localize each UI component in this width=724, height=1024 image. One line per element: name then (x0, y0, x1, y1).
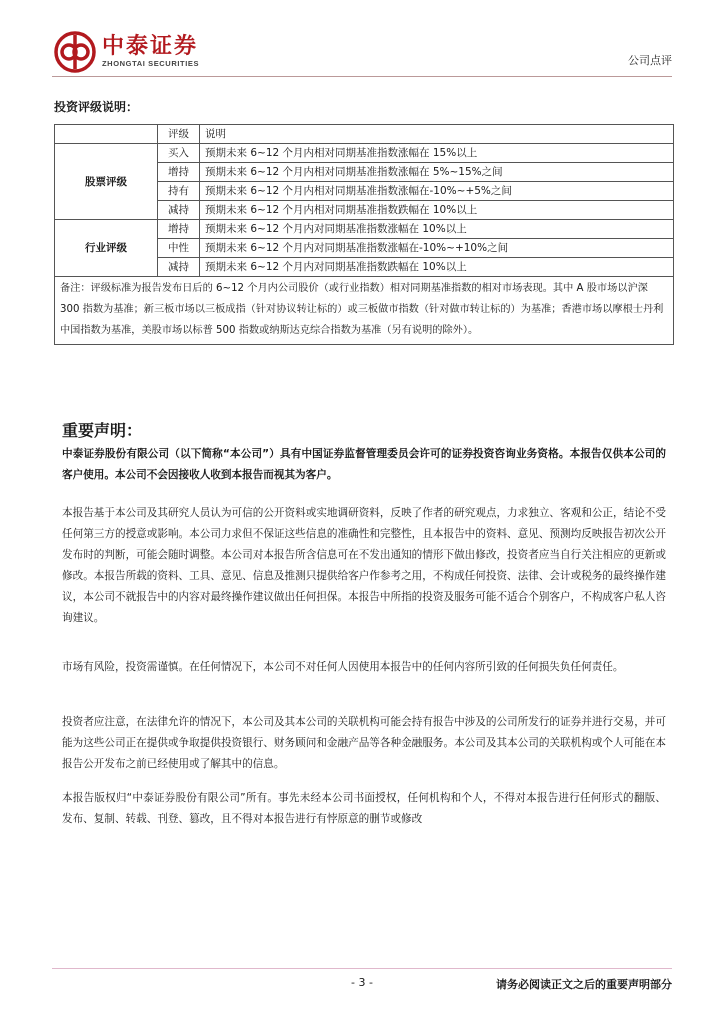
rating-level: 减持 (158, 201, 200, 220)
table-row (55, 144, 674, 163)
declaration-title: 重要声明： (62, 421, 143, 440)
rating-description: 预期未来 6~12 个月内对同期基准指数涨幅在-10%~+10%之间 (200, 239, 674, 258)
rating-level: 中性 (158, 239, 200, 258)
industry-rating-category: 行业评级 (55, 220, 158, 277)
footer-disclaimer-note: 请务必阅读正文之后的重要声明部分 (496, 978, 672, 991)
declaration-paragraph-qualification: 中泰证券股份有限公司（以下简称“本公司”）具有中国证券监督管理委员会许可的证券投资咨询业务资格。本报告仅供本公司的客户使用。本公司不会因接收人收到本报告而视其为客户。 (62, 448, 666, 481)
rating-description: 预期未来 6~12 个月内相对同期基准指数涨幅在 15%以上 (200, 144, 674, 163)
rating-level: 持有 (158, 182, 200, 201)
header-divider (52, 76, 672, 77)
company-logo (54, 30, 199, 74)
rating-table (54, 124, 674, 345)
table-note-row (55, 277, 674, 345)
logo-name-cn: 中泰证券 (102, 34, 199, 59)
table-header-blank (55, 125, 158, 144)
declaration-paragraph-conflict: 投资者应注意，在法律允许的情况下，本公司及其本公司的关联机构可能会持有报告中涉及的公司所发行的证券并进行交易，并可能为这些公司正在提供或争取提供投资银行、财务顾问和金融产品等各种金融服务。本公司及其本公司的关联机构或个人可能在本报告公开发布之前已经使用或了解其中的信息。 (62, 716, 666, 770)
rating-description: 预期未来 6~12 个月内相对同期基准指数涨幅在-10%~+5%之间 (200, 182, 674, 201)
rating-description: 预期未来 6~12 个月内相对同期基准指数涨幅在 5%~15%之间 (200, 163, 674, 182)
declaration-paragraph-risk: 市场有风险，投资需谨慎。在任何情况下，本公司不对任何人因使用本报告中的任何内容所引致的任何损失负任何责任。 (62, 661, 624, 673)
rating-description: 预期未来 6~12 个月内对同期基准指数跌幅在 10%以上 (200, 258, 674, 277)
declaration-paragraph-basis: 本报告基于本公司及其研究人员认为可信的公开资料或实地调研资料，反映了作者的研究观点，力求独立、客观和公正，结论不受任何第三方的授意或影响。本公司力求但不保证这些信息的准确性和完整性，且本报告中的资料、意见、预测均反映报告初次公开发布时的判断，可能会随时调整。本公司对本报告所含信息可在不发出通知的情形下做出修改，投资者应当自行关注相应的更新或修改。本报告所载的资料、工具、意见、信息及推测只提供给客户作参考之用，不构成任何投资、法律、会计或税务的最终操作建议，本公司不就报告中的内容对最终操作建议做出任何担保。本报告中所指的投资及服务可能不适合个别客户，不构成客户私人咨询建议。 (62, 507, 666, 624)
stock-rating-category: 股票评级 (55, 144, 158, 220)
rating-section-title: 投资评级说明： (54, 100, 139, 114)
rating-level: 增持 (158, 220, 200, 239)
footer-divider (52, 968, 672, 969)
table-header-desc: 说明 (200, 125, 674, 144)
declaration-paragraph-copyright: 本报告版权归“中泰证券股份有限公司”所有。事先未经本公司书面授权，任何机构和个人，不得对本报告进行任何形式的翻版、发布、复制、转载、刊登、篡改，且不得对本报告进行有悖原意的删节或修改 (62, 792, 666, 825)
page-number: - 3 - (351, 976, 373, 989)
document-type: 公司点评 (628, 54, 672, 67)
table-row (55, 220, 674, 239)
rating-level: 买入 (158, 144, 200, 163)
logo-name-en: ZHONGTAI SECURITIES (102, 59, 200, 68)
rating-description: 预期未来 6~12 个月内对同期基准指数涨幅在 10%以上 (200, 220, 674, 239)
rating-description: 预期未来 6~12 个月内相对同期基准指数跌幅在 10%以上 (200, 201, 674, 220)
table-header-rating: 评级 (158, 125, 200, 144)
table-header-row (55, 125, 674, 144)
zhongtai-logo-icon (54, 31, 96, 73)
rating-note: 备注：评级标准为报告发布日后的 6~12 个月内公司股价（或行业指数）相对同期基准指数的相对市场表现。其中 A 股市场以沪深 300 指数为基准；新三板市场以三板成指（针对协议转让标的）或三板做市指数（针对做市转让标的）为基准；香港市场以摩根士丹利中国指数为基准，美股市场以标普 500 指数或纳斯达克综合指数为基准（另有说明的除外）。 (55, 277, 674, 345)
rating-level: 减持 (158, 258, 200, 277)
rating-level: 增持 (158, 163, 200, 182)
